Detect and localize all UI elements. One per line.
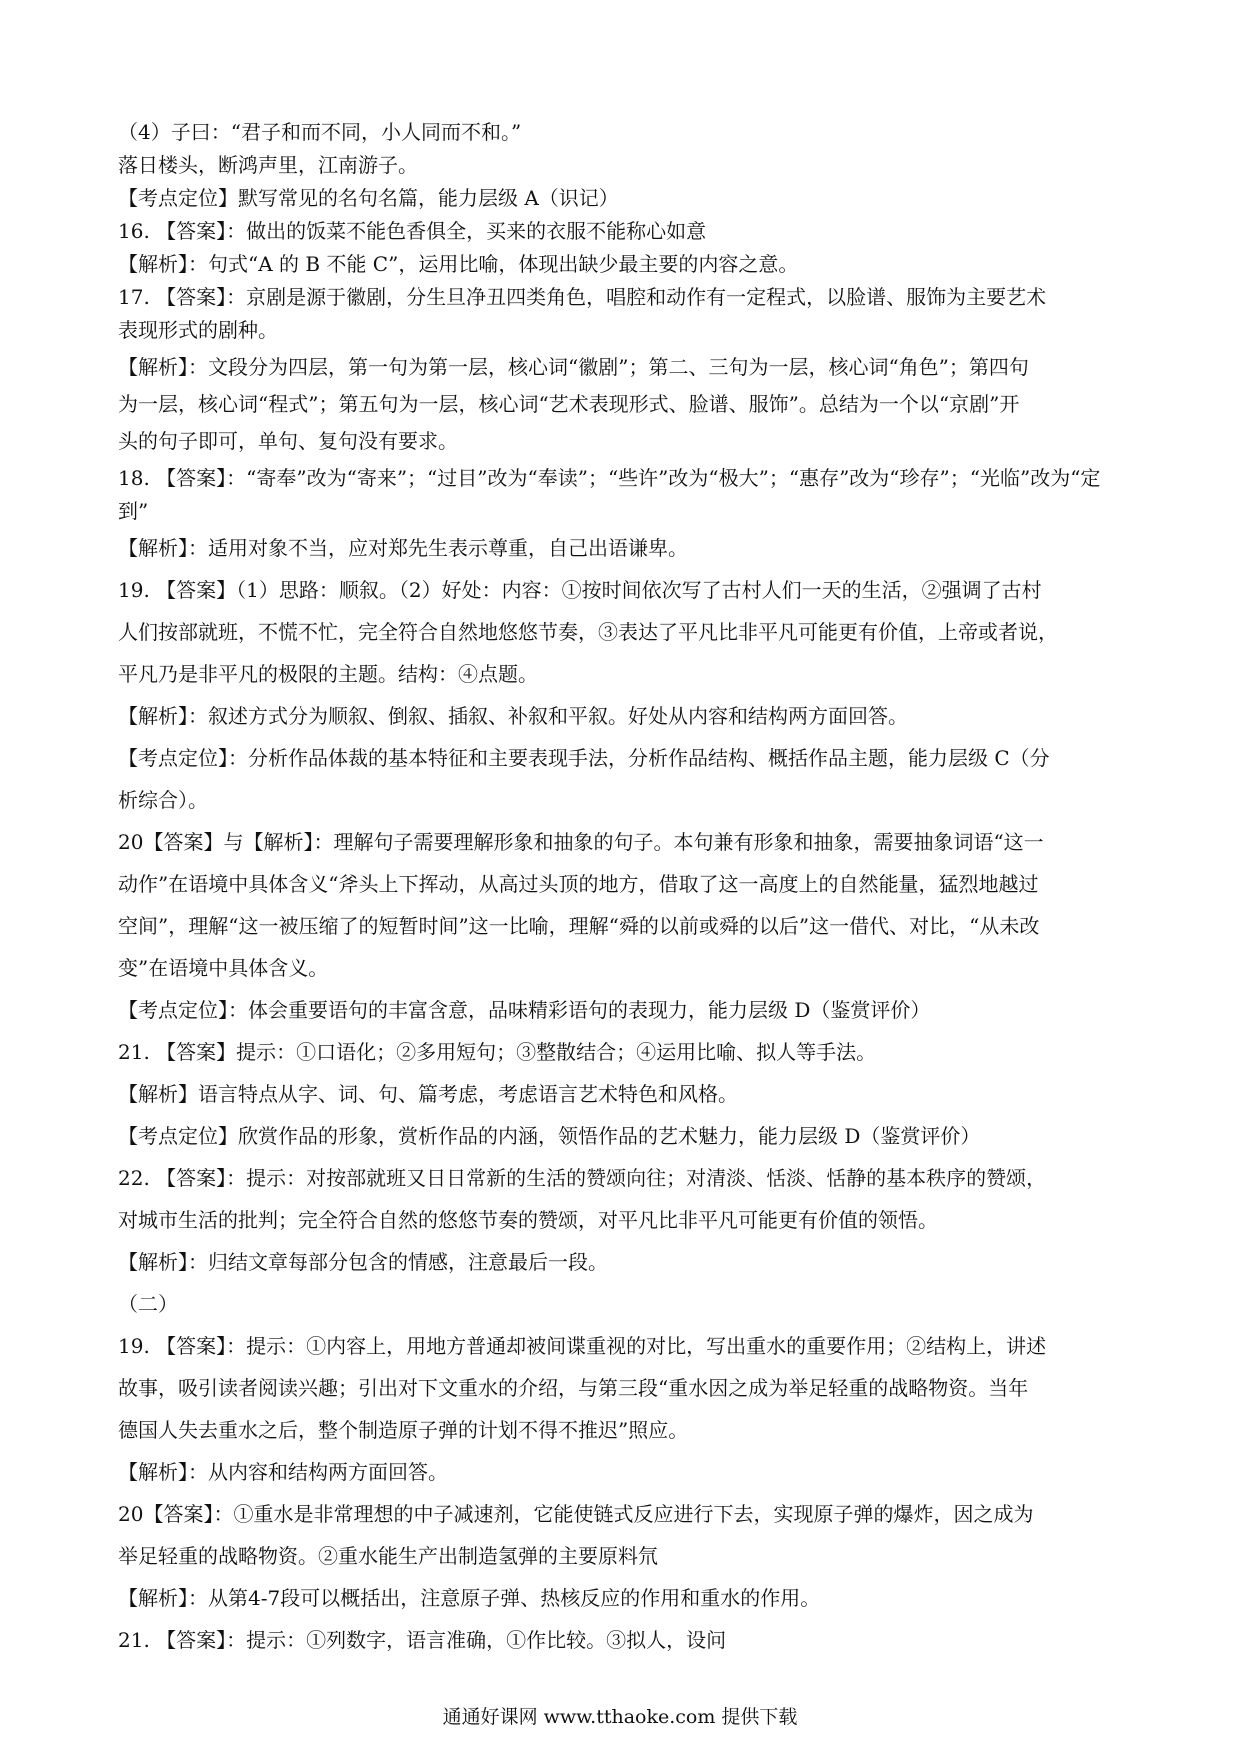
text-line: 20【答案】与【解析】：理解句子需要理解形象和抽象的句子。本句兼有形象和抽象，需要抽象词语“这一: [118, 830, 1044, 854]
text-line: 举足轻重的战略物资。②重水能生产出制造氢弹的主要原料氘: [118, 1544, 658, 1568]
text-line: 故事，吸引读者阅读兴趣；引出对下文重水的介绍，与第三段“重水因之成为举足轻重的战略物资。当年: [118, 1376, 1029, 1400]
text-line: 表现形式的剧种。: [118, 318, 278, 342]
text-line: 【解析】：从内容和结构两方面回答。: [118, 1460, 448, 1484]
text-line: 21. 【答案】提示：①口语化；②多用短句；③整散结合；④运用比喻、拟人等手法。: [118, 1040, 877, 1064]
text-line: 【解析】语言特点从字、词、句、篇考虑，考虑语言艺术特色和风格。: [118, 1082, 738, 1106]
text-line: 18. 【答案】：“寄奉”改为“寄来”；“过目”改为“奉读”；“些许”改为“极大”；“惠存”改为“珍存”；“光临”改为“定: [118, 466, 1101, 490]
text-line: 德国人失去重水之后，整个制造原子弹的计划不得不推迟”照应。: [118, 1418, 689, 1442]
text-line: 为一层，核心词“程式”；第五句为一层，核心词“艺术表现形式、脸谱、服饰”。总结为一个以“京剧”开: [118, 392, 1020, 416]
text-line: 空间”，理解“这一被压缩了的短暂时间”这一比喻，理解“舜的以前或舜的以后”这一借代、对比，“从未改: [118, 914, 1040, 938]
text-line: 16. 【答案】：做出的饭菜不能色香俱全，买来的衣服不能称心如意: [118, 219, 707, 243]
text-line: 【解析】：从第4-7段可以概括出，注意原子弹、热核反应的作用和重水的作用。: [118, 1586, 821, 1610]
text-line: 人们按部就班，不慌不忙，完全符合自然地悠悠节奏，③表达了平凡比非平凡可能更有价值，上帝或者说，: [118, 620, 1058, 644]
text-line: 【解析】：叙述方式分为顺叙、倒叙、插叙、补叙和平叙。好处从内容和结构两方面回答。: [118, 704, 908, 728]
text-line: 变”在语境中具体含义。: [118, 956, 329, 980]
text-line: 21. 【答案】：提示：①列数字，语言准确，①作比较。③拟人，设问: [118, 1628, 727, 1652]
text-line: 22. 【答案】：提示：对按部就班又日日常新的生活的赞颂向往；对清淡、恬淡、恬静的基本秩序的赞颂，: [118, 1166, 1047, 1190]
text-line: 平凡乃是非平凡的极限的主题。结构：④点题。: [118, 662, 538, 686]
text-line: 20【答案】：①重水是非常理想的中子减速剂，它能使链式反应进行下去，实现原子弹的爆炸，因之成为: [118, 1502, 1034, 1526]
page-footer: 通通好课网 www.tthaoke.com 提供下载: [442, 1706, 798, 1728]
text-line: 【考点定位】默写常见的名句名篇，能力层级 A（识记）: [118, 186, 619, 210]
text-line: （4）子曰：“君子和而不同，小人同而不和。”: [118, 120, 522, 144]
text-line: 【解析】：文段分为四层，第一句为第一层，核心词“徽剧”；第二、三句为一层，核心词“角色”；第四句: [118, 355, 1029, 379]
text-line: 对城市生活的批判；完全符合自然的悠悠节奏的赞颂，对平凡比非平凡可能更有价值的领悟。: [118, 1208, 938, 1232]
text-line: 动作”在语境中具体含义“斧头上下挥动，从高过头顶的地方，借取了这一高度上的自然能量，猛烈地越过: [118, 872, 1039, 896]
text-line: 到”: [118, 499, 149, 523]
text-line: 19. 【答案】：提示：①内容上，用地方普通却被间谍重视的对比，写出重水的重要作用；②结构上，讲述: [118, 1334, 1047, 1358]
text-line: 【考点定位】：分析作品体裁的基本特征和主要表现手法，分析作品结构、概括作品主题，能力层级 C（分: [118, 746, 1050, 770]
text-line: 【解析】：归结文章每部分包含的情感，注意最后一段。: [118, 1250, 608, 1274]
text-line: 19. 【答案】（1）思路：顺叙。（2）好处：内容：①按时间依次写了古村人们一天的生活，②强调了古村: [118, 578, 1042, 602]
text-line: 17. 【答案】：京剧是源于徽剧，分生旦净丑四类角色，唱腔和动作有一定程式，以脸谱、服饰为主要艺术: [118, 285, 1047, 309]
answer-text-body: [118, 116, 1128, 1657]
text-line: 头的句子即可，单句、复句没有要求。: [118, 429, 458, 453]
text-line: 析综合）。: [118, 788, 208, 812]
text-line: 落日楼头，断鸿声里，江南游子。: [118, 153, 418, 177]
text-line: 【考点定位】欣赏作品的形象，赏析作品的内涵，领悟作品的艺术魅力，能力层级 D（鉴赏评价）: [118, 1124, 981, 1148]
text-line: 【考点定位】：体会重要语句的丰富含意，品味精彩语句的表现力，能力层级 D（鉴赏评价）: [118, 998, 931, 1022]
section-heading: （二）: [118, 1292, 178, 1316]
text-line: 【解析】：适用对象不当，应对郑先生表示尊重，自己出语谦卑。: [118, 536, 688, 560]
text-line: 【解析】：句式“A 的 B 不能 C”，运用比喻，体现出缺少最主要的内容之意。: [118, 252, 799, 276]
